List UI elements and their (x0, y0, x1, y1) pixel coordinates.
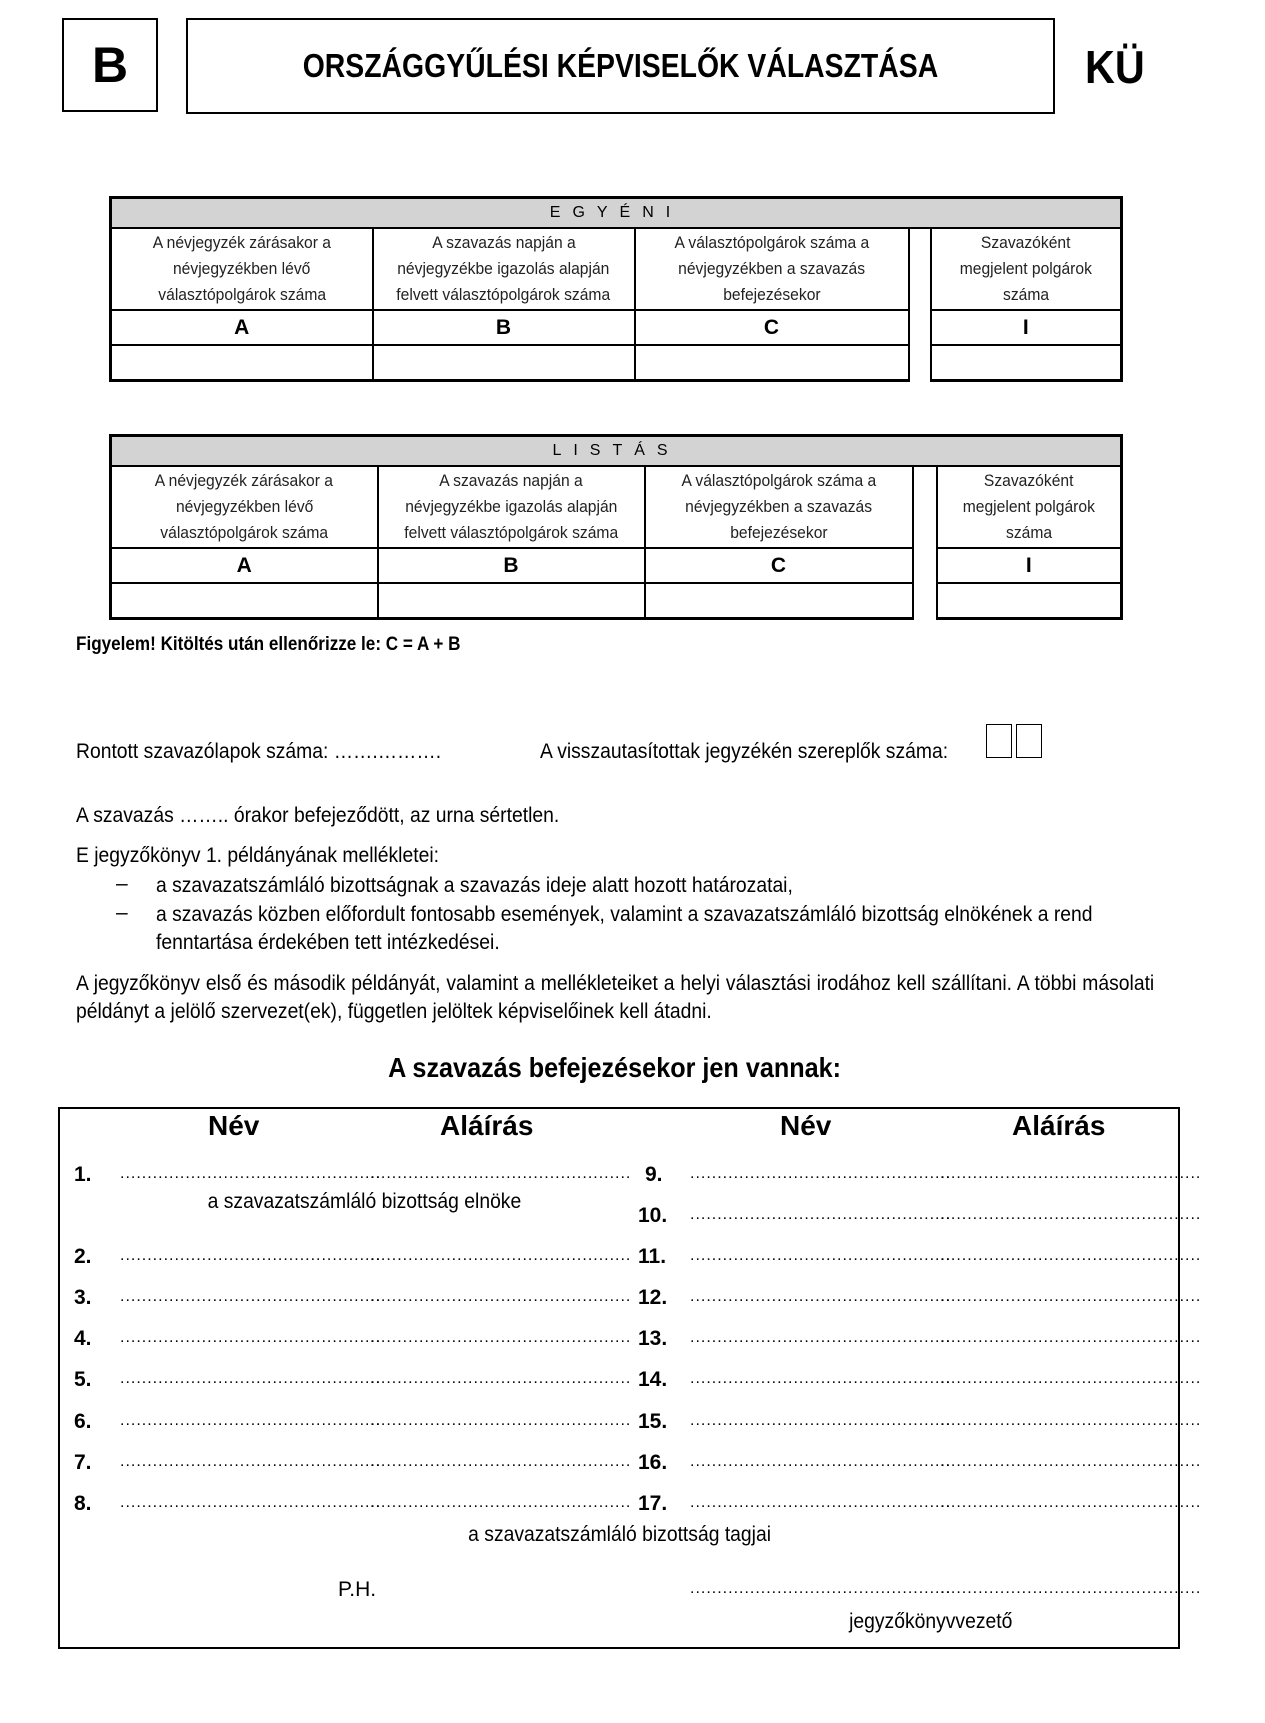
right-signature-header: Aláírás (1012, 1110, 1106, 1141)
value-cell[interactable] (111, 345, 373, 381)
column-letter: B (378, 548, 645, 583)
column-description-line: Szavazóként (984, 471, 1074, 490)
column-letter: A (111, 310, 373, 345)
attachments-intro-text: E jegyzőkönyv 1. példányának mellékletei: (76, 844, 439, 867)
column-description-line: megjelent polgárok (962, 497, 1095, 516)
column-description-line: névjegyzékben a szavazás (685, 497, 872, 516)
form-letter: B (91, 37, 129, 93)
signature-line[interactable]: ................................................ (370, 1288, 632, 1305)
name-line[interactable]: ................................................ (690, 1453, 952, 1470)
column-description-line: választópolgárok száma (157, 285, 326, 304)
spoiled-ballots-text: Rontott szavazólapok száma: …….………. (76, 740, 442, 763)
signature-line[interactable]: ................................................ (940, 1329, 1202, 1346)
listas-desc-row (111, 466, 1122, 548)
signatures-title-text: A szavazás befejezésekor jen vannak: (388, 1052, 842, 1083)
document-title: ORSZÁGGYŰLÉSI KÉPVISELŐK VÁLASZTÁSA (302, 47, 939, 84)
members-caption-text: a szavazatszámláló bizottság tagjai (468, 1523, 772, 1546)
check-note (76, 634, 503, 656)
row-number: 10. (638, 1204, 668, 1227)
column-letter: C (635, 310, 909, 345)
stamp-placeholder: P.H. (338, 1578, 377, 1601)
column-letter: I (931, 310, 1122, 345)
listas-letter-row (111, 548, 1122, 583)
row-number: 6. (74, 1410, 92, 1433)
value-cell[interactable] (931, 345, 1122, 381)
rejected-list-text: A visszautasítottak jegyzékén szereplők száma: (540, 740, 949, 763)
column-letter: C (645, 548, 913, 583)
signature-line[interactable]: ................................................ (370, 1412, 632, 1429)
right-name-header: Név (780, 1110, 832, 1141)
column-description-line: száma (1005, 523, 1052, 542)
name-line[interactable]: ................................................ (120, 1247, 382, 1264)
column-description-line: A névjegyzék zárásakor a (155, 471, 334, 490)
column-letter: A (111, 548, 378, 583)
left-signature-header: Aláírás (440, 1110, 534, 1141)
column-description-line: A szavazás napján a (439, 471, 583, 490)
signature-line[interactable]: ................................................ (370, 1494, 632, 1511)
column-gap (913, 548, 937, 583)
signature-line[interactable]: ................................................ (940, 1453, 1202, 1470)
recorder-signature-line[interactable]: ................................................ (940, 1580, 1202, 1597)
row-number: 2. (74, 1245, 92, 1268)
column-description-line: A választópolgárok száma a (674, 233, 869, 252)
name-line[interactable]: ................................................ (120, 1370, 382, 1387)
signature-line[interactable]: ................................................ (370, 1247, 632, 1264)
signature-line[interactable]: ................................................ (370, 1165, 632, 1182)
attachment-dash-2: – (116, 901, 128, 924)
check-note-text: Figyelem! Kitöltés után ellenőrizze le: C = A + B (76, 634, 461, 655)
signature-line[interactable]: ................................................ (370, 1453, 632, 1470)
row-number: 9. (645, 1163, 663, 1186)
delivery-paragraph (76, 970, 1156, 1026)
column-description (635, 228, 909, 310)
recorder-caption-text: jegyzőkönyvvezető (849, 1610, 1013, 1633)
egyeni-table-title: EGYÉNI (111, 198, 1122, 229)
column-description-line: A szavazás napján a (431, 233, 576, 252)
column-description-line: A választópolgárok száma a (681, 471, 876, 490)
recorder-caption (842, 1610, 1019, 1634)
value-cell[interactable] (111, 583, 378, 619)
listas-value-row (111, 583, 1122, 619)
members-caption (0, 1523, 1240, 1547)
listas-table-title: LISTÁS (111, 436, 1122, 467)
name-line[interactable]: ................................................ (690, 1165, 952, 1182)
egyeni-desc-row (111, 228, 1122, 310)
column-description (111, 228, 373, 310)
name-line[interactable]: ................................................ (690, 1494, 952, 1511)
name-line[interactable]: ................................................ (120, 1288, 382, 1305)
column-description-line: névjegyzékben a szavazás (678, 259, 865, 278)
recorder-name-line[interactable]: ................................................ (690, 1580, 952, 1597)
row-number: 7. (74, 1451, 92, 1474)
value-cell[interactable] (937, 583, 1122, 619)
spoiled-ballots-line (76, 740, 473, 764)
attachment-item-1-text: a szavazatszámláló bizottságnak a szavazás ideje alatt hozott határozatai, (156, 874, 793, 897)
column-gap (913, 466, 937, 548)
row-number: 12. (638, 1286, 668, 1309)
column-letter: B (373, 310, 635, 345)
form-code (1085, 40, 1151, 94)
signatures-title (0, 1052, 1230, 1084)
column-description-line: választópolgárok száma (160, 523, 329, 542)
name-line[interactable]: ................................................ (120, 1165, 382, 1182)
attachment-dash-1: – (116, 872, 128, 895)
attachment-item-2-text: a szavazás közben előfordult fontosabb események, valamint a szavazatszámláló bizottság elnökének a rend fenntartása érdekében tett intézkedései. (156, 903, 1093, 954)
row-number: 15. (638, 1410, 668, 1433)
signature-line[interactable]: ................................................ (940, 1370, 1202, 1387)
column-description-line: befejezésekor (729, 523, 828, 542)
column-description-line: száma (1002, 285, 1049, 304)
name-line[interactable]: ................................................ (120, 1453, 382, 1470)
attachment-item-2 (156, 901, 1156, 957)
signature-line[interactable]: ................................................ (940, 1165, 1202, 1182)
column-description-line: névjegyzékbe igazolás alapján (404, 497, 618, 516)
value-cell[interactable] (378, 583, 645, 619)
name-line[interactable]: ................................................ (690, 1288, 952, 1305)
column-description (645, 466, 913, 548)
attachments-intro (76, 844, 471, 868)
egyeni-value-row (111, 345, 1122, 381)
name-line[interactable]: ................................................ (120, 1329, 382, 1346)
row-number: 8. (74, 1492, 92, 1515)
voting-end-text: A szavazás …….. órakor befejeződött, az urna sértetlen. (76, 804, 560, 827)
value-cell[interactable] (635, 345, 909, 381)
name-line[interactable]: ................................................ (120, 1412, 382, 1429)
column-description (373, 228, 635, 310)
column-description-line: névjegyzékben lévő (175, 497, 313, 516)
column-description-line: felvett választópolgárok száma (404, 523, 618, 542)
name-line[interactable]: ................................................ (690, 1370, 952, 1387)
row-number: 3. (74, 1286, 92, 1309)
column-description-line: felvett választópolgárok száma (396, 285, 611, 304)
row-number: 1. (74, 1163, 92, 1186)
column-gap (909, 228, 931, 310)
name-line[interactable]: ................................................ (690, 1412, 952, 1429)
signature-line[interactable]: ................................................ (940, 1412, 1202, 1429)
column-description-line: Szavazóként (980, 233, 1071, 252)
column-description-line: névjegyzékben lévő (173, 259, 311, 278)
signature-line[interactable]: ................................................ (370, 1329, 632, 1346)
column-description (111, 466, 378, 548)
row-number: 4. (74, 1327, 92, 1350)
chair-caption-text: a szavazatszámláló bizottság elnöke (207, 1190, 522, 1213)
signature-line[interactable]: ................................................ (940, 1494, 1202, 1511)
column-description-line: névjegyzékbe igazolás alapján (397, 259, 610, 278)
column-gap (913, 583, 937, 619)
signature-line[interactable]: ................................................ (940, 1247, 1202, 1264)
left-name-header: Név (208, 1110, 260, 1141)
column-description-line: A névjegyzék zárásakor a (152, 233, 331, 252)
row-number: 5. (74, 1368, 92, 1391)
rejected-count-digit-1[interactable] (986, 724, 1012, 758)
row-number: 14. (638, 1368, 668, 1391)
name-line[interactable]: ................................................ (120, 1494, 382, 1511)
column-description (378, 466, 645, 548)
rejected-count-boxes (986, 724, 1042, 763)
egyeni-table (109, 196, 1123, 382)
row-number: 11. (638, 1245, 667, 1268)
signature-line[interactable]: ................................................ (940, 1288, 1202, 1305)
column-description-line: befejezésekor (722, 285, 821, 304)
column-letter: I (937, 548, 1122, 583)
column-description-line: megjelent polgárok (959, 259, 1092, 278)
column-description (931, 228, 1122, 310)
attachment-item-1 (156, 872, 1156, 900)
chair-caption (194, 1190, 535, 1214)
rejected-count-digit-2[interactable] (1016, 724, 1042, 758)
voting-end-line (76, 804, 601, 828)
value-cell[interactable] (645, 583, 913, 619)
value-cell[interactable] (373, 345, 635, 381)
listas-table (109, 434, 1123, 620)
signature-line[interactable]: ................................................ (940, 1206, 1202, 1223)
name-line[interactable]: ................................................ (690, 1206, 952, 1223)
row-number: 17. (638, 1492, 668, 1515)
column-gap (909, 345, 931, 381)
column-gap (909, 310, 931, 345)
egyeni-letter-row (111, 310, 1122, 345)
column-description (937, 466, 1122, 548)
form-letter-box (62, 18, 158, 112)
signature-line[interactable]: ................................................ (370, 1370, 632, 1387)
delivery-paragraph-text: A jegyzőkönyv első és második példányát, valamint a mellékleteiket a helyi választási irodához kell szállítani. A többi másolati példányt a jelölő szervezet(ek), független jelöltek képviselőinek kell átadni. (76, 972, 1155, 1023)
name-line[interactable]: ................................................ (690, 1247, 952, 1264)
row-number: 16. (638, 1451, 668, 1474)
document-title-box (186, 18, 1055, 114)
form-code-text: KÜ (1085, 41, 1145, 93)
name-line[interactable]: ................................................ (690, 1329, 952, 1346)
rejected-list-line (540, 740, 984, 764)
row-number: 13. (638, 1327, 668, 1350)
